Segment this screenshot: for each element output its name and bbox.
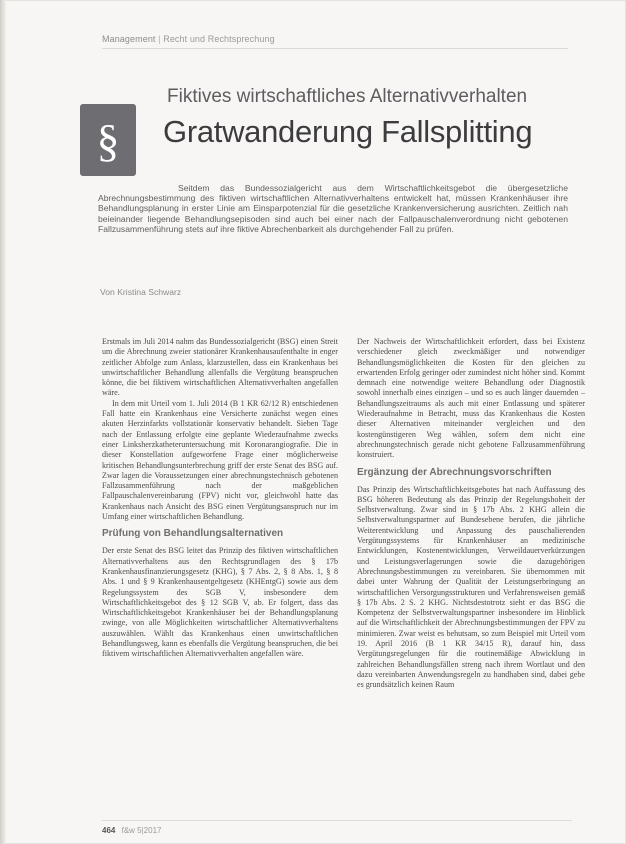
journal-issue: f&w 5|2017: [121, 826, 162, 835]
body-paragraph: Erstmals im Juli 2014 nahm das Bundessozialgericht (BSG) einen Streit um die Abrechnung zweier stationärer Krankenhausaufenthalte in enger zeitlicher Abfolge zum Anlass, klarzustellen, dass ein Krankenhaus bei unwirtschaftlicher Behandlung allenfalls die Vergütung beanspruchen könne, die bei fiktivem wirtschaftlichen Alternativverhalten angefallen wäre.: [102, 337, 338, 398]
body-paragraph: Das Prinzip des Wirtschaftlichkeitsgebotes hat nach Auffassung des BSG höheren Bedeutung als das Prinzip der Regelungshoheit der Selbstverwaltung. Zwar sind in § 17b Abs. 2 KHG allein die Selbstverwaltungspartner auf Bundesebene berufen, die jährliche Weiterentwicklung und Anpassung des pauschalierenden Vergütungssystems für Krankenhäuser an medizinische Entwicklungen, Kostenentwicklungen, Verweildauerverkürzungen und Leistungsverlagerungen sowie die dazugehörigen Abrechnungsbestimmungen zu vereinbaren. Sie übernommen mit dabei unter Wahrung der Qualität der Leistungserbringung an wirtschaftlichen Versorgungsstrukturen und Verfahrensweisen gemäß § 17b Abs. 2 S. 2 KHG. Nichtsdestotrotz sieht er das BSG die Kompetenz der Selbstverwaltungspartner insbesondere im Hinblick auf die Wirtschaftlichkeit der Abrechnungsbestimmungen der FPV zu minimieren. Zwar weist es behutsam, so zum Beispiel mit Urteil vom 19. April 2016 (B 1 KR 34/15 R), darauf hin, dass Vergütungsregelungen für die routinemäßige Abwicklung in zahlreichen Behandlungsfällen streng nach ihrem Wortlaut und den dazu vereinbarten Anwendungsregeln zu handhaben sind, dabei gebe es grundsätzlich keinen Raum: [357, 484, 585, 690]
page-footer: [102, 826, 161, 835]
section-subcategory: Recht und Rechtsprechung: [163, 34, 275, 44]
section-header: [102, 34, 275, 44]
body-paragraph: Der erste Senat des BSG leitet das Prinzip des fiktiven wirtschaftlichen Alternativverhaltens aus den Rechtsgrundlagen des § 17b Krankenhausfinanzierungsgesetz (KHG), § 7 Abs. 2, § 8 Abs. 1, § 8 Abs. 1 und § 9 Krankenhausentgeltgesetz (KHEntgG) sowie aus dem Regelungssystem des SGB V, insbesondere dem Wirtschaftlichkeitsgebot des § 12 SGB V, ab. Er folgert, dass das Wirtschaftlichkeitsgebot Krankenhäuser bei der Behandlungsplanung zwinge, von alle Möglichkeiten wirtschaftlicher Alternativverhaltens auszuwählen. Wählt das Krankenhaus einen unwirtschaftlichen Behandlungsweg, kann es ebenfalls die Vergütung beanspruchen, die bei fiktivem wirtschaftlichen Alternativverhalten angefallen wäre.: [102, 546, 338, 659]
right-column: [357, 337, 585, 691]
article-kicker: Fiktives wirtschaftliches Alternativverhalten: [167, 86, 528, 107]
article-byline: Von Kristina Schwarz: [100, 287, 182, 297]
svg-text:§: §: [96, 115, 120, 166]
page-number: 464: [102, 826, 116, 835]
section-heading: Prüfung von Behandlungsalternativen: [102, 528, 284, 540]
body-paragraph: In dem mit Urteil vom 1. Juli 2014 (B 1 KR 62/12 R) entschiedenen Fall hatte ein Krankenhaus eine Versicherte zunächst wegen eines akuten Herzinfarkts vollstationär konservativ behandelt. Sieben Tage nach der Entlassung erfolgte eine geplante Wiederaufnahme zwecks einer Linksherzkatheteruntersuchung mit Koronarangiografie. Die in dieser Konstellation aufgeworfene Frage einer möglicherweise kritischen Behandlungsunterbrechung griff der erste Senat des BSG auf. Zwar lagen die Voraussetzungen einer abrechnungstechnisch gebotenen Fallzusammenführung nach der maßgeblichen Fallpauschalenvereinbarung (FPV) nicht vor, gleichwohl hatte das Krankenhaus nach Ansicht des BSG einen Vergütungsanspruch nur im Umfang einer wirtschaftlichen Behandlung.: [102, 398, 338, 522]
footer-rule: [102, 820, 572, 821]
article-title: Gratwanderung Fallsplitting: [163, 114, 533, 149]
left-column: [102, 337, 338, 660]
section-category: Management: [102, 34, 156, 44]
article-lead: Seitdem das Bundessozialgericht aus dem Wirtschaftlichkeitsgebot die übergesetzliche Abrechnungsbestimmung des fiktiven wirtschaftlichen Alternativverhaltens entwickelt hat, müssen Krankenhäuser ihre Behandlungsplanung in erster Linie am Einsparpotenzial für die gesetzliche Krankenversicherung ausrichten. Zeitlich nah beieinander liegende Behandlungsepisoden sind auch bei einer nach der Fallpauschalenverordnung nicht gebotenen Fallzusammenführung stets auf ihre fiktive Abrechenbarkeit als durchgehender Fall zu prüfen.: [98, 183, 568, 234]
paragraph-badge: [80, 104, 136, 176]
paragraph-icon: [88, 112, 128, 168]
body-paragraph: Der Nachweis der Wirtschaftlichkeit erfordert, dass bei Existenz verschiedener gleich zweckmäßiger und notwendiger Behandlungsmöglichkeiten die Kosten für den gleichen zu erwartenden Erfolg geringer oder zumindest nicht höher sind. Kommt demnach eine notwendige weitere Behandlung oder Diagnostik sowohl innerhalb eines einzigen – und so es auch länger dauernden – Behandlungszeitraums als auch mit einer Entlassung und späterer Wiederaufnahme in Betracht, muss das Krankenhaus die Kosten dieser Alternativen miteinander vergleichen und den kostengünstigeren Weg wählen, sofern dem nicht eine abrechnungstechnisch gerade nicht gebotene Fallzusammenführung konstruiert.: [357, 337, 585, 460]
header-rule: [102, 48, 568, 49]
section-separator: |: [158, 34, 161, 44]
section-heading: Ergänzung der Abrechnungsvorschriften: [357, 466, 552, 478]
